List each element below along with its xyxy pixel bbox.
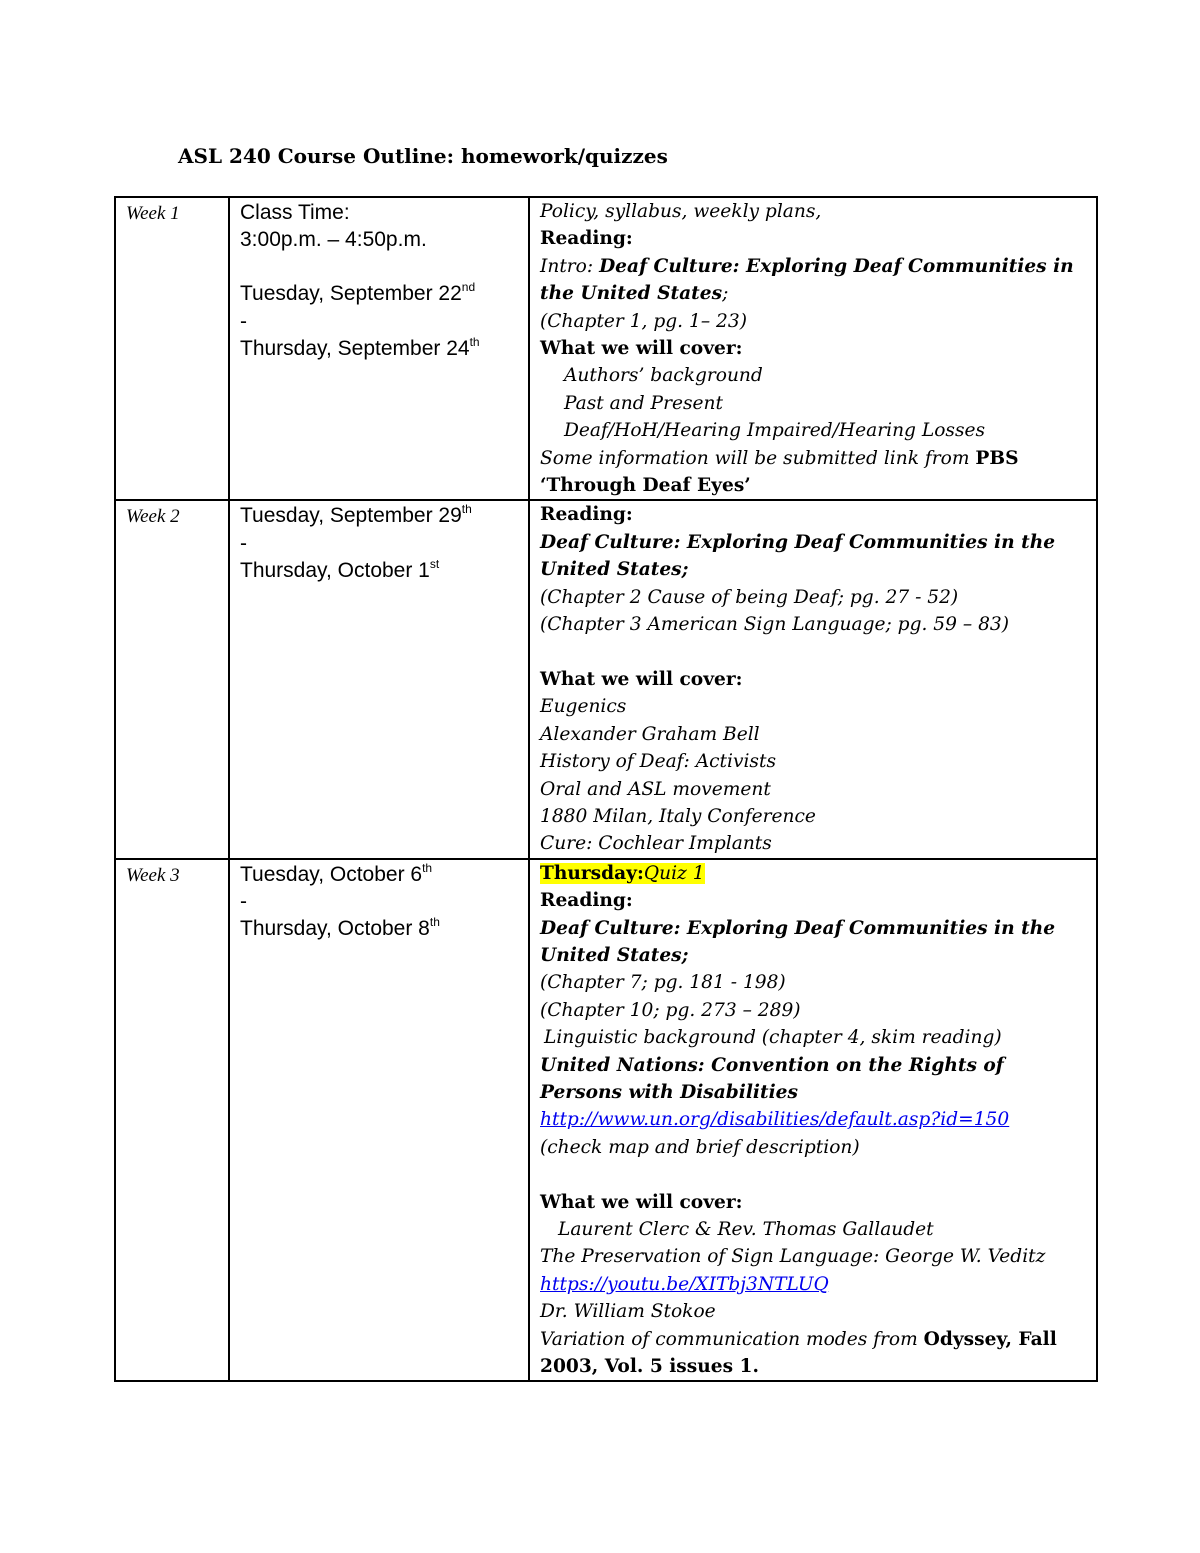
dates-cell	[229, 197, 529, 500]
content-line: 2003, Vol. 5 issues 1.	[540, 1356, 759, 1378]
week-label: Week 1	[126, 203, 180, 224]
content-line: Past and Present	[564, 392, 723, 414]
content-line: the United States;	[540, 283, 729, 305]
reading-heading: Reading:	[540, 228, 633, 250]
content-line: Deaf/HoH/Hearing Impaired/Hearing Losses	[564, 420, 986, 442]
content-line: Some information will be submitted link from PBS	[540, 447, 1019, 469]
cover-heading: What we will cover:	[540, 1191, 743, 1213]
content-line: (Chapter 3 American Sign Language; pg. 59 – 83)	[540, 614, 1009, 636]
dates-cell	[229, 859, 529, 1382]
content-line	[540, 1106, 1086, 1133]
class-time-label: Class Time:	[240, 201, 350, 224]
week-label: Week 2	[126, 506, 180, 528]
week-label: Week 3	[126, 864, 180, 886]
content-line: Variation of communication modes from Odyssey, Fall	[540, 1328, 1057, 1350]
quiz-highlight: Thursday:Quiz 1	[540, 862, 705, 884]
content-line: (Chapter 10; pg. 273 – 289)	[540, 999, 801, 1021]
table-row	[115, 859, 1097, 1382]
un-disabilities-link[interactable]: http://www.un.org/disabilities/default.asp?id=150	[540, 1109, 1010, 1131]
end-day: Thursday, October 8th	[240, 915, 440, 941]
content-line: Eugenics	[540, 696, 627, 718]
content-line: (Chapter 2 Cause of being Deaf; pg. 27 - 52)	[540, 586, 959, 608]
week-cell	[115, 500, 229, 858]
content-line: (check map and brief description)	[540, 1136, 860, 1158]
page-title: ASL 240 Course Outline: homework/quizzes	[178, 144, 668, 168]
start-day: Tuesday, September 22nd	[240, 280, 476, 306]
content-cell	[529, 859, 1097, 1382]
content-line: United Nations: Convention on the Rights of	[540, 1054, 1004, 1076]
spacer	[540, 639, 1086, 666]
content-line: Alexander Graham Bell	[540, 723, 760, 745]
content-line: Intro: Deaf Culture: Exploring Deaf Communities in	[540, 255, 1074, 277]
dates-cell	[229, 500, 529, 858]
reading-heading: Reading:	[540, 504, 633, 526]
youtube-link[interactable]: https://youtu.be/XITbj3NTLUQ	[540, 1273, 829, 1295]
cover-heading: What we will cover:	[540, 338, 743, 360]
quiz-line	[540, 860, 1086, 887]
content-line: Deaf Culture: Exploring Deaf Communities in the	[540, 917, 1056, 939]
content-line: Persons with Disabilities	[540, 1081, 798, 1103]
table-row	[115, 500, 1097, 858]
end-day: Thursday, October 1st	[240, 556, 440, 582]
content-line: (Chapter 7; pg. 181 - 198)	[540, 972, 786, 994]
content-line: History of Deaf: Activists	[540, 751, 776, 773]
content-line: Cure: Cochlear Implants	[540, 833, 772, 855]
content-line: Authors’ background	[564, 365, 763, 387]
content-cell	[529, 197, 1097, 500]
content-line: ‘Through Deaf Eyes’	[540, 475, 751, 497]
content-line: Policy, syllabus, weekly plans,	[540, 201, 822, 222]
reading-heading: Reading:	[540, 890, 633, 912]
cover-heading: What we will cover:	[540, 668, 743, 690]
content-line: Deaf Culture: Exploring Deaf Communities in the	[540, 531, 1056, 553]
content-line: The Preservation of Sign Language: George W. Veditz	[540, 1246, 1046, 1268]
start-day: Tuesday, September 29th	[240, 502, 472, 528]
content-line: 1880 Milan, Italy Conference	[540, 805, 816, 827]
content-line: Dr. William Stokoe	[540, 1301, 716, 1323]
date-separator: -	[240, 889, 247, 913]
date-separator: -	[240, 309, 247, 333]
content-line: Linguistic background (chapter 4, skim reading)	[544, 1027, 1002, 1049]
content-line: Laurent Clerc & Rev. Thomas Gallaudet	[558, 1219, 934, 1240]
content-cell	[529, 500, 1097, 858]
table-row	[115, 197, 1097, 500]
end-day: Thursday, September 24th	[240, 334, 480, 360]
content-line: United States;	[540, 559, 689, 581]
spacer	[240, 253, 518, 280]
content-line: United States;	[540, 944, 689, 966]
class-time: 3:00p.m. – 4:50p.m.	[240, 228, 427, 252]
date-separator: -	[240, 531, 247, 555]
week-cell	[115, 859, 229, 1382]
content-line: (Chapter 1, pg. 1– 23)	[540, 310, 747, 332]
course-outline-table	[114, 196, 1098, 1382]
content-line: Oral and ASL movement	[540, 778, 771, 800]
start-day: Tuesday, October 6th	[240, 860, 433, 886]
week-cell	[115, 197, 229, 500]
spacer	[540, 1161, 1086, 1188]
content-line	[540, 1271, 1086, 1298]
